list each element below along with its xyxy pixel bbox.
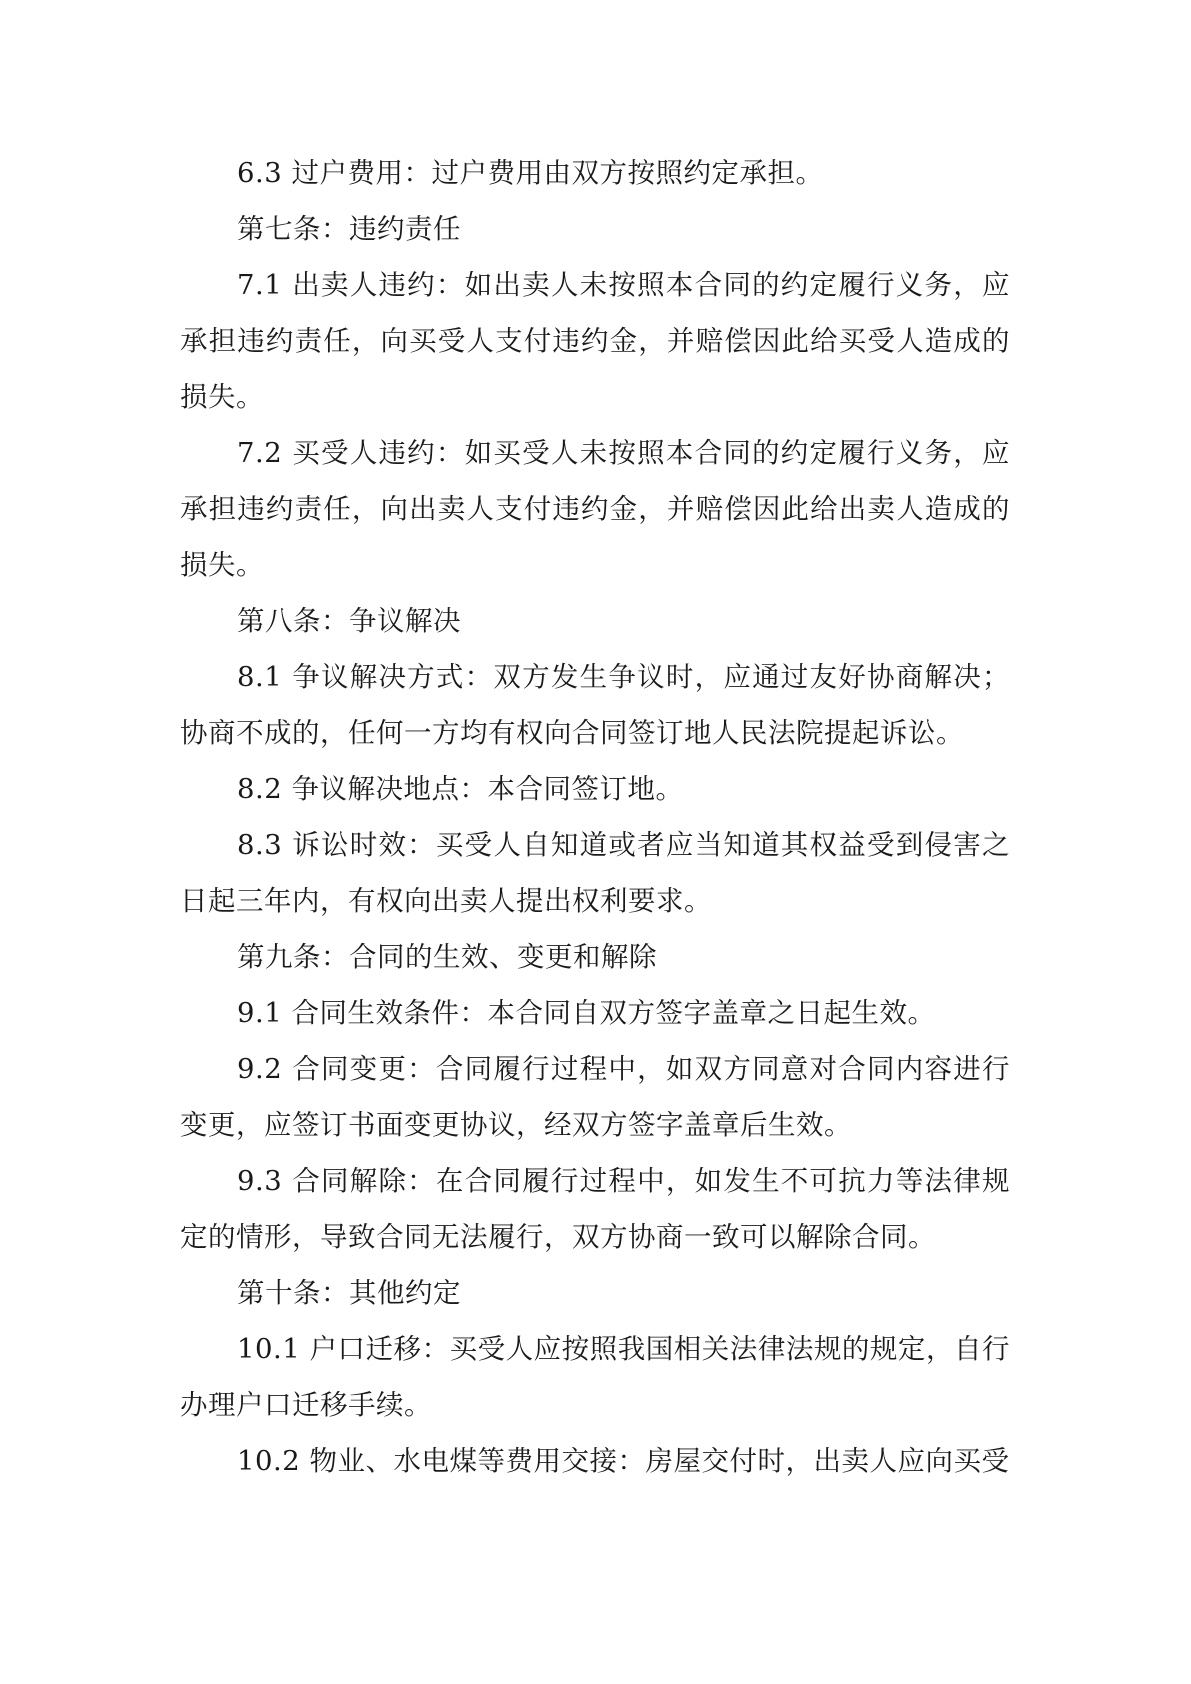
article-9-heading: 第九条：合同的生效、变更和解除 — [237, 941, 657, 973]
clause-10-2: 10.2 物业、水电煤等费用交接：房屋交付时，出卖人应向买受 — [237, 1445, 1010, 1477]
article-10-heading: 第十条：其他约定 — [237, 1277, 461, 1309]
clause-9-3: 9.3 合同解除：在合同履行过程中，如发生不可抗力等法律规定的情形，导致合同无法履行，双方协商一致可以解除合同。 — [180, 1165, 1010, 1253]
clause-8-3: 8.3 诉讼时效：买受人自知道或者应当知道其权益受到侵害之日起三年内，有权向出卖人提出权利要求。 — [180, 829, 1010, 917]
clause-7-1: 7.1 出卖人违约：如出卖人未按照本合同的约定履行义务，应承担违约责任，向买受人支付违约金，并赔偿因此给买受人造成的损失。 — [180, 269, 1010, 413]
article-7-heading: 第七条：违约责任 — [237, 213, 461, 245]
clause-6-3: 6.3 过户费用：过户费用由双方按照约定承担。 — [237, 157, 824, 189]
clause-9-1: 9.1 合同生效条件：本合同自双方签字盖章之日起生效。 — [237, 997, 936, 1029]
clause-10-1: 10.1 户口迁移：买受人应按照我国相关法律法规的规定，自行办理户口迁移手续。 — [180, 1333, 1010, 1421]
clause-7-2: 7.2 买受人违约：如买受人未按照本合同的约定履行义务，应承担违约责任，向出卖人支付违约金，并赔偿因此给出卖人造成的损失。 — [180, 437, 1010, 581]
clause-8-2: 8.2 争议解决地点：本合同签订地。 — [237, 773, 684, 805]
clause-9-2: 9.2 合同变更：合同履行过程中，如双方同意对合同内容进行变更，应签订书面变更协议，经双方签字盖章后生效。 — [180, 1053, 1010, 1141]
article-8-heading: 第八条：争议解决 — [237, 605, 461, 637]
clause-8-1: 8.1 争议解决方式：双方发生争议时，应通过友好协商解决；协商不成的，任何一方均有权向合同签订地人民法院提起诉讼。 — [180, 661, 1010, 749]
document-body — [180, 145, 1010, 1489]
